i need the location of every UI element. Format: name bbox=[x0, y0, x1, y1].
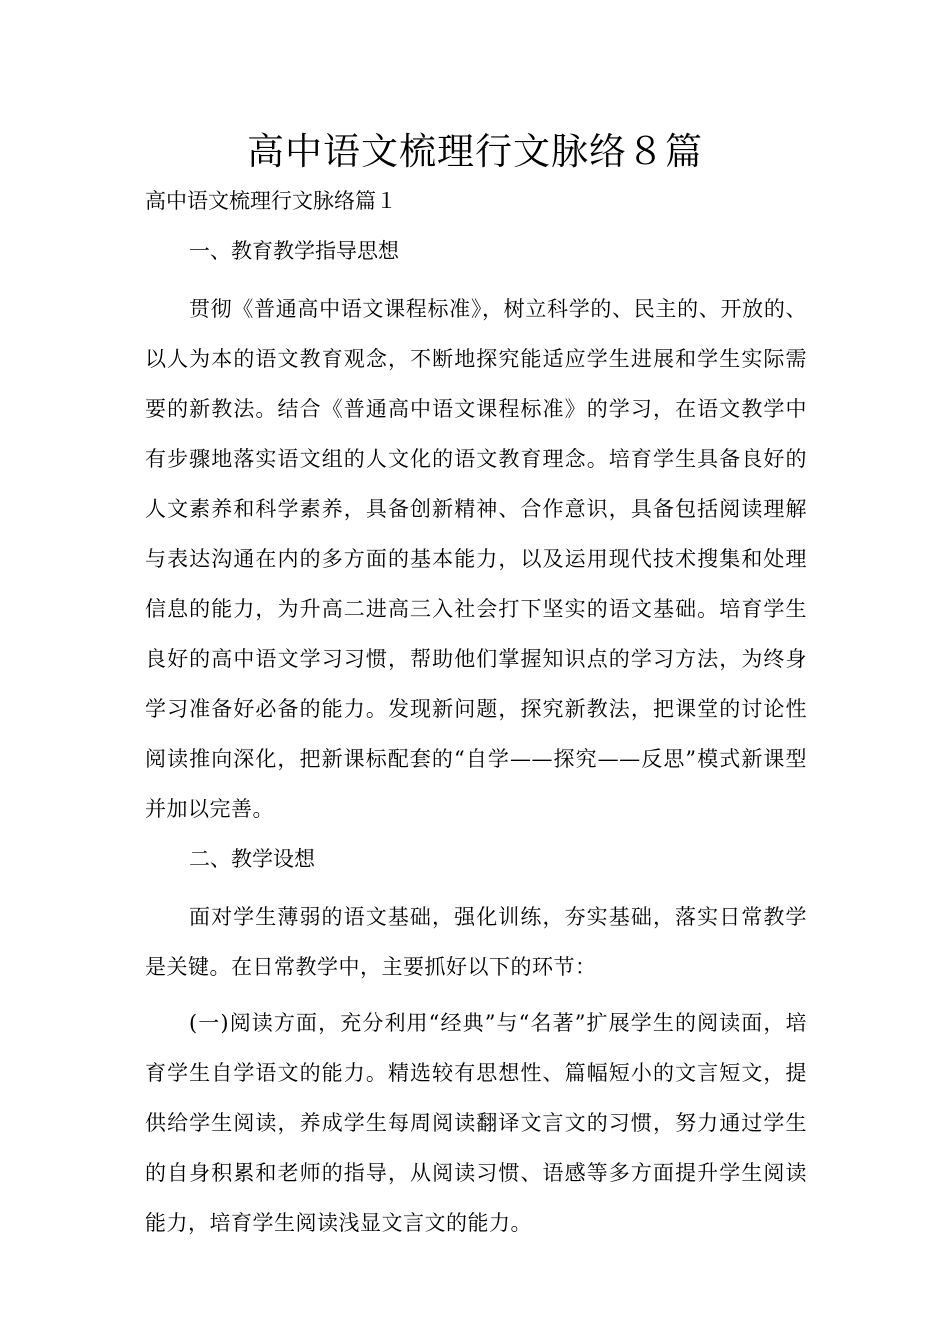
section-heading-2: 二、教学设想 bbox=[189, 847, 315, 871]
section-2-paragraph-1: 面对学生薄弱的语文基础，强化训练，夯实基础，落实日常教学是关键。在日常教学中，主要抓好以下的环节： bbox=[145, 905, 807, 979]
section-heading-1: 一、教育教学指导思想 bbox=[189, 239, 399, 263]
section-2-paragraph-2: (一)阅读方面，充分利用“经典”与“名著”扩展学生的阅读面，培育学生自学语文的能力。精选较有思想性、篇幅短小的文言短文，提供给学生阅读，养成学生每周阅读翻译文言文的习惯，努力通过学生的自身积累和老师的指导，从阅读习惯、语感等多方面提升学生阅读能力，培育学生阅读浅显文言文的能力。 bbox=[145, 1011, 807, 1235]
document-subtitle: 高中语文梳理行文脉络篇１ bbox=[145, 189, 397, 213]
document-body bbox=[145, 234, 807, 1254]
section-1-paragraph-1: 贯彻《普通高中语文课程标准》，树立科学的、民主的、开放的、以人为本的语文教育观念，不断地探究能适应学生进展和学生实际需要的新教法。结合《普通高中语文课程标准》的学习，在语文教学中有步骤地落实语文组的人文化的语文教育理念。培育学生具备良好的人文素养和科学素养，具备创新精神、合作意识，具备包括阅读理解与表达沟通在内的多方面的基本能力，以及运用现代技术搜集和处理信息的能力，为升高二进高三入社会打下坚实的语文基础。培育学生良好的高中语文学习习惯，帮助他们掌握知识点的学习方法，为终身学习准备好必备的能力。发现新问题，探究新教法，把课堂的讨论性阅读推向深化，把新课标配套的“自学——探究——反思”模式新课型并加以完善。 bbox=[145, 297, 807, 821]
document-title: 高中语文梳理行文脉络８篇 bbox=[247, 130, 703, 173]
